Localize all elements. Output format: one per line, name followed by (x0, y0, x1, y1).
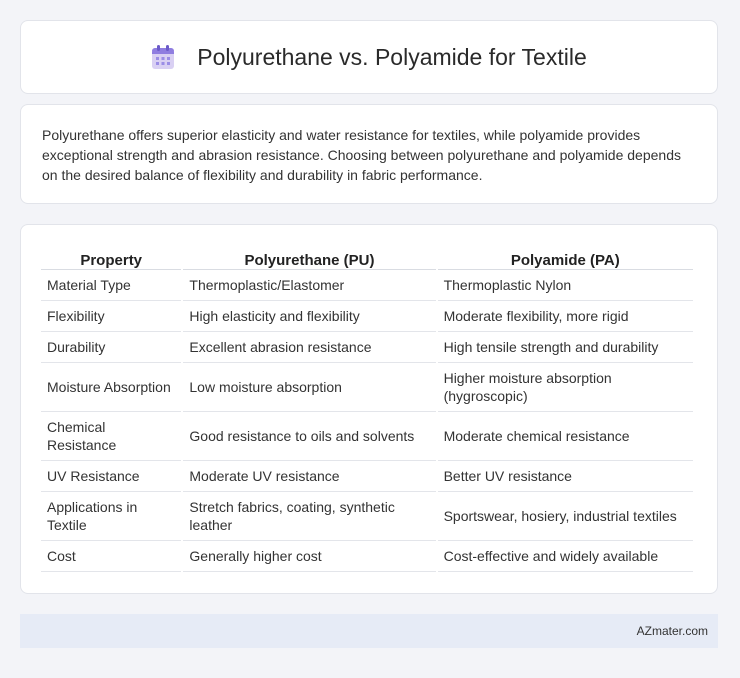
table-row (41, 492, 693, 541)
cell-pa: Thermoplastic Nylon (438, 270, 693, 301)
cell-pu: Stretch fabrics, coating, synthetic leather (183, 492, 435, 541)
page-title: Polyurethane vs. Polyamide for Textile (197, 43, 587, 70)
cell-pu: Generally higher cost (183, 541, 435, 572)
table-row (41, 270, 693, 301)
cell-pu: Moderate UV resistance (183, 461, 435, 492)
header-polyurethane: Polyurethane (PU) (183, 245, 435, 270)
cell-property: Chemical Resistance (41, 412, 181, 461)
footer-bar (20, 614, 718, 648)
title-card (20, 20, 718, 94)
cell-pa: High tensile strength and durability (438, 332, 693, 363)
cell-pu: Thermoplastic/Elastomer (183, 270, 435, 301)
table-row (41, 363, 693, 412)
cell-pa: Higher moisture absorption (hygroscopic) (438, 363, 693, 412)
comparison-table (39, 245, 695, 572)
cell-property: UV Resistance (41, 461, 181, 492)
cell-property: Applications in Textile (41, 492, 181, 541)
cell-property: Moisture Absorption (41, 363, 181, 412)
summary-card (20, 104, 718, 204)
cell-pa: Moderate flexibility, more rigid (438, 301, 693, 332)
cell-pa: Better UV resistance (438, 461, 693, 492)
table-row (41, 332, 693, 363)
header-property: Property (41, 245, 181, 270)
footer-brand[interactable]: AZmater.com (636, 624, 708, 638)
cell-property: Cost (41, 541, 181, 572)
table-row (41, 461, 693, 492)
cell-pu: Excellent abrasion resistance (183, 332, 435, 363)
table-row (41, 541, 693, 572)
cell-pa: Cost-effective and widely available (438, 541, 693, 572)
cell-pu: Low moisture absorption (183, 363, 435, 412)
cell-property: Material Type (41, 270, 181, 301)
table-row (41, 412, 693, 461)
table-card (20, 224, 718, 594)
cell-property: Durability (41, 332, 181, 363)
cell-pa: Moderate chemical resistance (438, 412, 693, 461)
cell-pu: Good resistance to oils and solvents (183, 412, 435, 461)
calendar-icon (151, 44, 175, 70)
table-row (41, 301, 693, 332)
summary-text: Polyurethane offers superior elasticity and water resistance for textiles, while polyamide provides exceptional strength and abrasion resistance. Choosing between polyurethane and polyamide depends on the desired balance of flexibility and durability in fabric performance. (42, 127, 681, 183)
cell-property: Flexibility (41, 301, 181, 332)
table-header-row (41, 245, 693, 270)
cell-pa: Sportswear, hosiery, industrial textiles (438, 492, 693, 541)
cell-pu: High elasticity and flexibility (183, 301, 435, 332)
header-polyamide: Polyamide (PA) (438, 245, 693, 270)
